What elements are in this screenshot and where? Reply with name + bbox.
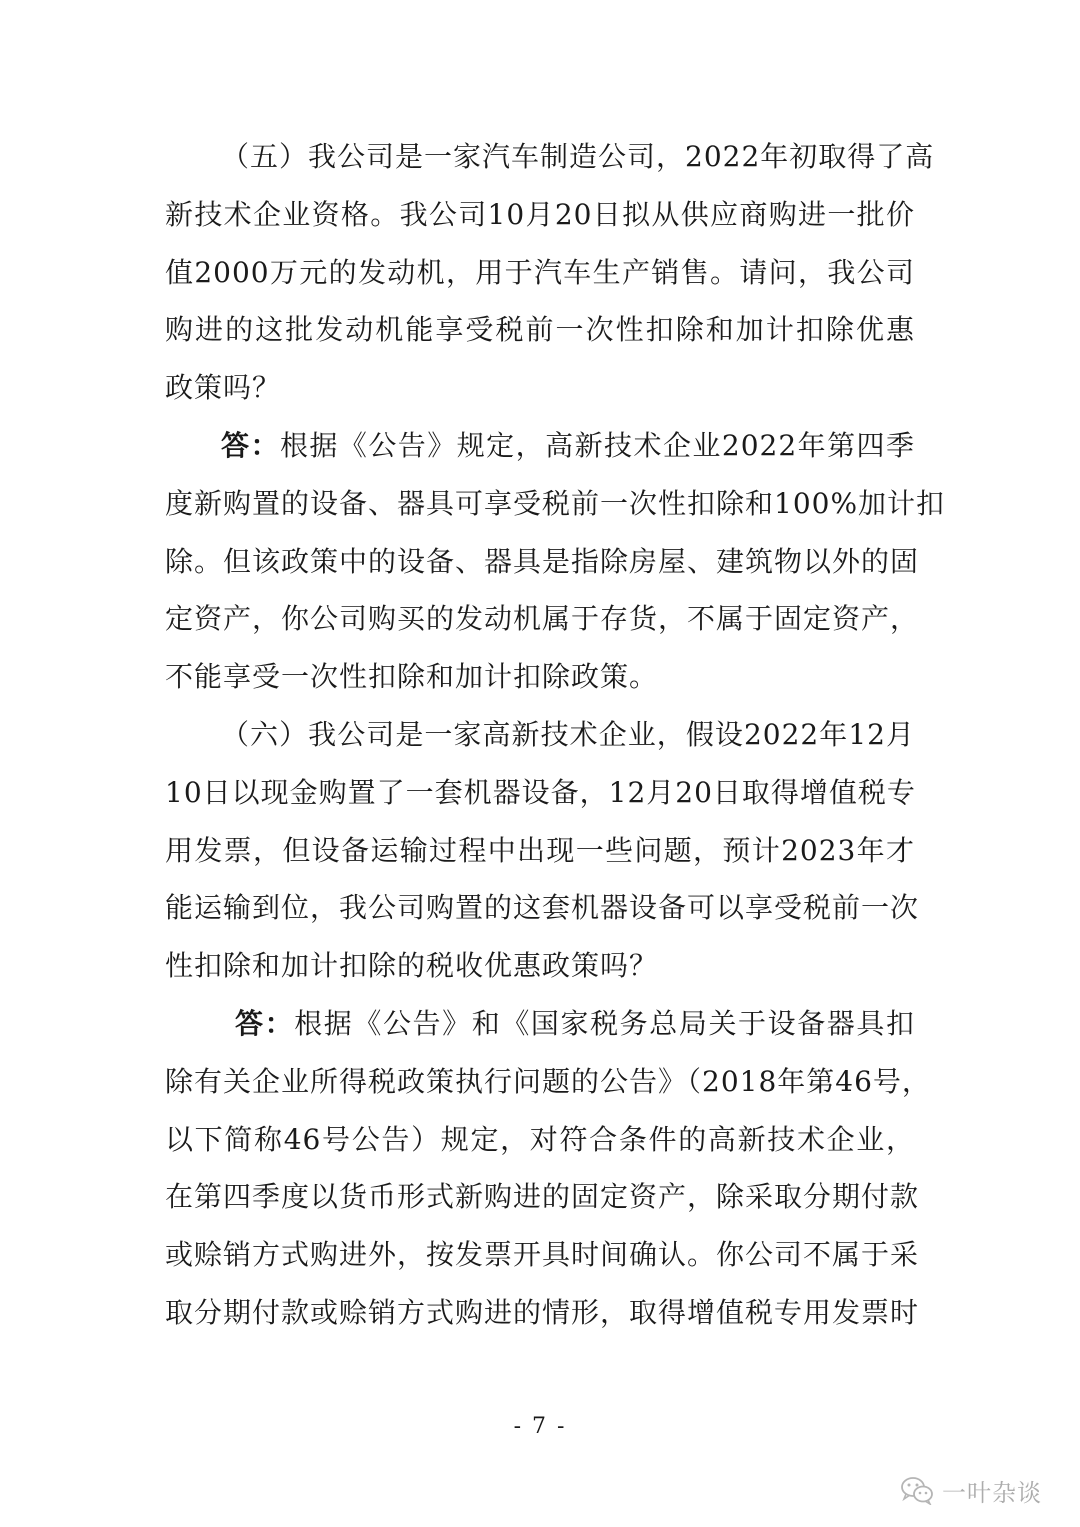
text-line	[165, 937, 915, 995]
line-text: 除。但该政策中的设备、器具是指除房屋、建筑物以外的固	[165, 544, 920, 578]
line-text: 度新购置的设备、器具可享受税前一次性扣除和100%加计扣	[165, 486, 946, 520]
text-line	[165, 533, 920, 591]
line-text: 或赊销方式购进外，按发票开具时间确认。你公司不属于采	[165, 1238, 920, 1272]
answer-label: 答：	[235, 1006, 295, 1040]
text-line	[165, 301, 915, 359]
text-line	[165, 417, 915, 475]
paragraph	[165, 128, 935, 417]
text-line	[165, 1111, 915, 1169]
answer-label: 答：	[221, 428, 280, 462]
paragraph	[165, 995, 931, 1342]
text-line	[165, 128, 935, 186]
line-text: 除有关企业所得税政策执行问题的公告》（2018年第46号，	[165, 1064, 931, 1098]
line-text: 性扣除和加计扣除的税收优惠政策吗？	[165, 949, 659, 983]
text-line	[165, 244, 915, 302]
wechat-icon	[900, 1475, 934, 1505]
text-line	[165, 186, 915, 244]
line-text: 购进的这批发动机能享受税前一次性扣除和加计扣除优惠	[165, 313, 915, 347]
paragraph	[165, 706, 920, 995]
text-line	[165, 1053, 931, 1111]
paragraph	[165, 417, 946, 706]
line-text: 取分期付款或赊销方式购进的情形，取得增值税专用发票时	[165, 1295, 920, 1329]
line-text: 能运输到位，我公司购置的这套机器设备可以享受税前一次	[165, 891, 920, 925]
line-text: （六）我公司是一家高新技术企业，假设2022年12月	[221, 717, 915, 751]
text-line	[165, 590, 920, 648]
text-line	[165, 475, 946, 533]
line-text: 定资产，你公司购买的发动机属于存货，不属于固定资产，	[165, 602, 920, 636]
line-text: 根据《公告》和《国家税务总局关于设备器具扣	[294, 1006, 915, 1040]
text-line	[165, 995, 915, 1053]
line-text: 根据《公告》规定，高新技术企业2022年第四季	[279, 428, 915, 462]
text-line	[165, 1168, 920, 1226]
line-text: 用发票，但设备运输过程中出现一些问题，预计2023年才	[165, 833, 915, 867]
text-line	[165, 879, 920, 937]
text-line	[165, 648, 915, 706]
line-text: 以下简称46号公告）规定，对符合条件的高新技术企业，	[165, 1122, 915, 1156]
line-text: 在第四季度以货币形式新购进的固定资产，除采取分期付款	[165, 1180, 920, 1214]
line-text: 10日以现金购置了一套机器设备，12月20日取得增值税专	[165, 775, 916, 809]
watermark	[900, 1470, 1042, 1510]
text-line	[165, 1284, 920, 1342]
text-line	[165, 706, 915, 764]
line-text: 值2000万元的发动机，用于汽车生产销售。请问，我公司	[165, 255, 915, 289]
text-line	[165, 822, 915, 880]
page-number: - 7 -	[513, 1414, 567, 1439]
line-text: （五）我公司是一家汽车制造公司，2022年初取得了高	[221, 140, 935, 173]
line-text: 不能享受一次性扣除和加计扣除政策。	[165, 660, 659, 694]
line-text: 政策吗？	[165, 371, 282, 405]
text-line	[165, 764, 915, 822]
text-line	[165, 359, 915, 417]
watermark-text: 一叶杂谈	[942, 1478, 1042, 1507]
line-text: 新技术企业资格。我公司10月20日拟从供应商购进一批价	[165, 197, 915, 231]
text-line	[165, 1226, 920, 1284]
document-body	[165, 128, 946, 1342]
